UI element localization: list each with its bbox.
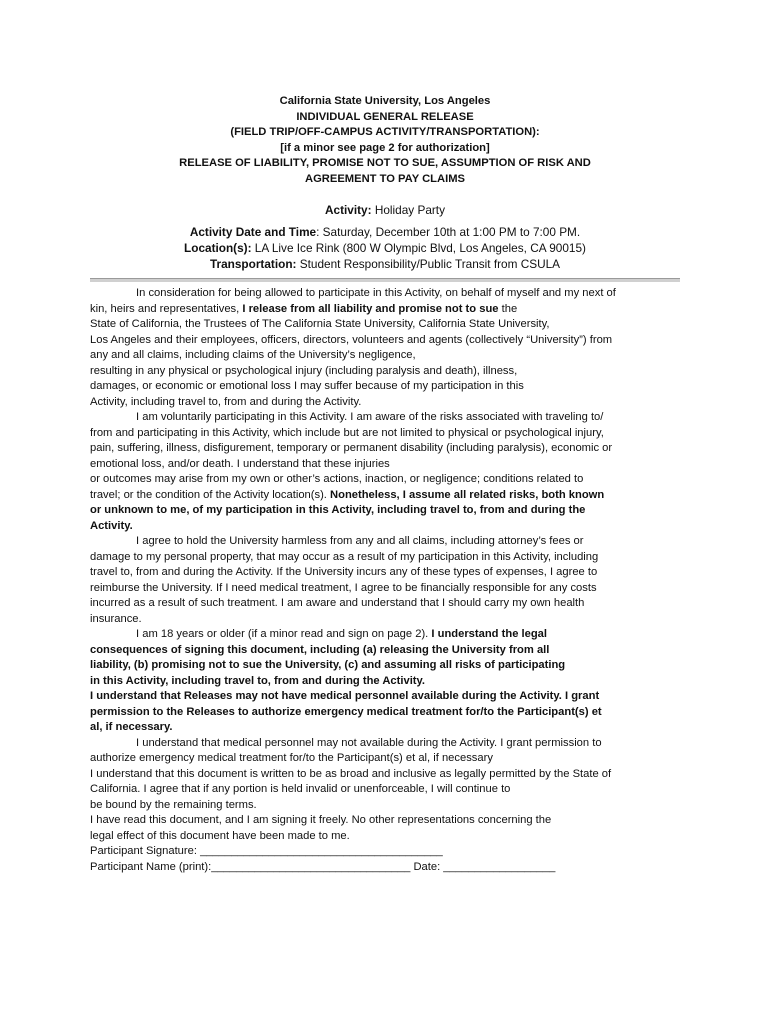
body-line: Los Angeles and their employees, officers, directors, volunteers and agents (collectively “University”) from xyxy=(90,333,613,346)
body-line: pain, suffering, illness, disfigurement, temporary or permanent disability (including paralysis), economic or xyxy=(90,442,613,454)
location-value: LA Live Ice Rink (800 W Olympic Blvd, Los Angeles, CA 90015) xyxy=(251,241,586,255)
body-line: I agree to hold the University harmless from any and all claims, including attorney’s fees or xyxy=(136,535,584,547)
body-line xyxy=(90,488,682,504)
body-line: damages, or economic or emotional loss I may suffer because of my participation in this xyxy=(90,380,524,392)
body-line: or outcomes may arise from my own or other’s actions, inaction, or negligence; conditions related to xyxy=(90,473,584,485)
document-header xyxy=(90,94,680,187)
location-label: Location(s): xyxy=(184,241,252,255)
release-heading-cont: AGREEMENT TO PAY CLAIMS xyxy=(305,172,465,185)
transportation-line xyxy=(90,256,680,272)
body-line: I am voluntarily participating in this Activity. I am aware of the risks associated with traveling to/ xyxy=(136,411,604,423)
participant-signature-field[interactable]: Participant Signature: _______________________________________ xyxy=(90,845,443,857)
body-text: travel; or the condition of the Activity location(s). xyxy=(90,488,331,501)
body-line: I have read this document, and I am signing it freely. No other representations concerning the xyxy=(90,814,552,826)
body-line xyxy=(90,627,682,643)
university-name: California State University, Los Angeles xyxy=(279,95,491,107)
body-bold-text: I release from all liability and promise not to sue xyxy=(242,302,499,315)
release-body xyxy=(90,286,682,875)
release-heading: RELEASE OF LIABILITY, PROMISE NOT TO SUE, ASSUMPTION OF RISK AND xyxy=(179,157,591,169)
body-line: incurred as a result of such treatment. I am aware and understand that I should carry my own health xyxy=(90,597,585,609)
date-time-line xyxy=(90,224,680,240)
body-line: or unknown to me, of my participation in this Activity, including travel to, from and during the xyxy=(90,504,586,516)
section-divider xyxy=(90,278,680,282)
body-line: I understand that medical personnel may not available during the Activity. I grant permission to xyxy=(136,736,602,749)
body-line: legal effect of this document have been made to me. xyxy=(90,829,350,842)
body-text: kin, heirs and representatives, xyxy=(90,302,243,315)
body-line: I understand that this document is written to be as broad and inclusive as legally permitted by the State of xyxy=(90,767,612,780)
date-time-label: Activity Date and Time xyxy=(189,225,317,239)
body-line: resulting in any physical or psychological injury (including paralysis and death), illness, xyxy=(90,364,518,377)
body-bold-text: I understand the legal xyxy=(431,628,548,640)
transportation-value: Student Responsibility/Public Transit from CSULA xyxy=(296,257,561,271)
body-line: permission to the Releases to authorize emergency medical treatment for/to the Participant(s) et xyxy=(90,705,602,718)
activity-label: Activity: xyxy=(325,203,372,217)
activity-value: Holiday Party xyxy=(371,203,445,217)
body-line: damage to my personal property, that may occur as a result of my participation in this Activity, including xyxy=(90,550,599,563)
body-line: any and all claims, including claims of the University’s negligence, xyxy=(90,349,416,361)
body-line: authorize emergency medical treatment for/to the Participant(s) et al, if necessary xyxy=(90,752,493,764)
body-text: I am 18 years or older (if a minor read and sign on page 2). xyxy=(136,628,432,640)
body-line: be bound by the remaining terms. xyxy=(90,798,257,811)
date-time-value: : Saturday, December 10th at 1:00 PM to 7:00 PM. xyxy=(316,225,581,239)
body-line: travel to, from and during the Activity. If the University incurs any of these types of expenses, I agree to xyxy=(90,566,598,578)
body-line: reimburse the University. If I need medical treatment, I agree to be financially responsible for any costs xyxy=(90,581,597,594)
body-line: California. I agree that if any portion is held invalid or unenforceable, I will continue to xyxy=(90,783,511,795)
body-bold-text: Nonetheless, I assume all related risks, both known xyxy=(330,488,605,501)
body-line: Activity. xyxy=(90,519,133,532)
participant-name-date-field[interactable]: Participant Name (print):________________________________ Date: __________________ xyxy=(90,860,556,873)
body-line: al, if necessary. xyxy=(90,721,173,733)
form-title: INDIVIDUAL GENERAL RELEASE xyxy=(296,110,474,123)
body-line: insurance. xyxy=(90,612,142,625)
activity-details xyxy=(90,224,680,272)
body-line: I understand that Releases may not have medical personnel available during the Activity. I grant xyxy=(90,690,600,702)
body-line: liability, (b) promising not to sue the University, (c) and assuming all risks of participating xyxy=(90,659,566,671)
body-line: Activity, including travel to, from and during the Activity. xyxy=(90,395,362,408)
body-line: consequences of signing this document, including (a) releasing the University from all xyxy=(90,643,550,656)
form-subtitle: (FIELD TRIP/OFF-CAMPUS ACTIVITY/TRANSPORTATION): xyxy=(230,126,540,138)
transportation-label: Transportation: xyxy=(209,257,297,271)
body-line: emotional loss, and/or death. I understand that these injuries xyxy=(90,457,390,470)
location-line xyxy=(90,240,680,256)
body-line: State of California, the Trustees of The California State University, California State University, xyxy=(90,318,550,330)
body-line: in this Activity, including travel to, from and during the Activity. xyxy=(90,674,426,687)
body-line: In consideration for being allowed to participate in this Activity, on behalf of myself and my next of xyxy=(136,287,616,299)
body-line: from and participating in this Activity, which include but are not limited to physical or psychological injury, xyxy=(90,426,604,439)
minor-note: [if a minor see page 2 for authorization] xyxy=(280,141,490,154)
activity-line xyxy=(90,202,680,218)
body-line xyxy=(90,302,682,318)
body-text: the xyxy=(498,302,518,315)
